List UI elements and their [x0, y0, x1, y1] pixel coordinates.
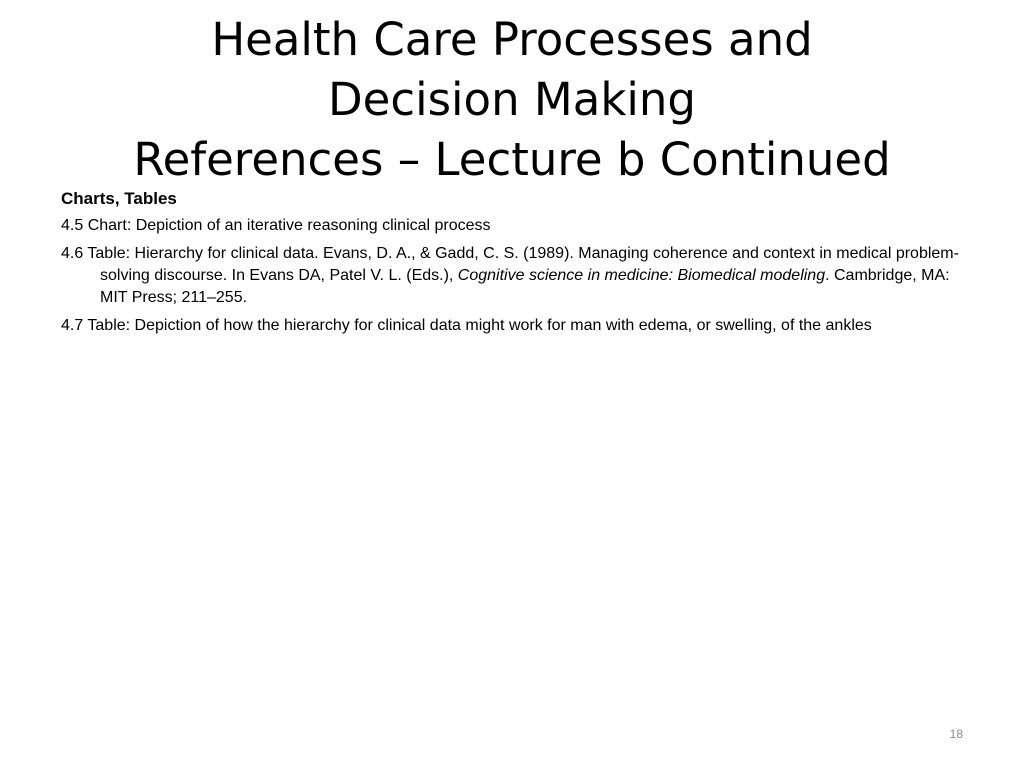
reference-4-5: 4.5 Chart: Depiction of an iterative reasoning clinical process	[61, 217, 491, 234]
title-line-3: References – Lecture b Continued	[133, 133, 891, 186]
slide-content	[61, 188, 961, 343]
reference-4-6-book-title: Cognitive science in medicine: Biomedical modeling	[457, 267, 826, 284]
section-heading: Charts, Tables	[61, 189, 177, 208]
title-line-2: Decision Making	[328, 73, 696, 126]
reference-4-6-text: 4.6 Table: Hierarchy for clinical data. Evans, D. A., & Gadd, C. S. (1989). Managing coherence and context in medical problem-solving discourse. In Evans DA, Patel V. L. (Eds.),	[61, 245, 959, 284]
reference-4-6-publisher: . Cambridge, MA: MIT Press; 211–255.	[100, 267, 950, 306]
reference-4-7: 4.7 Table: Depiction of how the hierarchy for clinical data might work for man with edema, or swelling, of the ankles	[61, 317, 872, 334]
title-line-1: Health Care Processes and	[211, 13, 813, 66]
reference-4-6	[61, 243, 961, 309]
slide-number: 18	[949, 727, 963, 741]
slide-title	[40, 10, 984, 190]
